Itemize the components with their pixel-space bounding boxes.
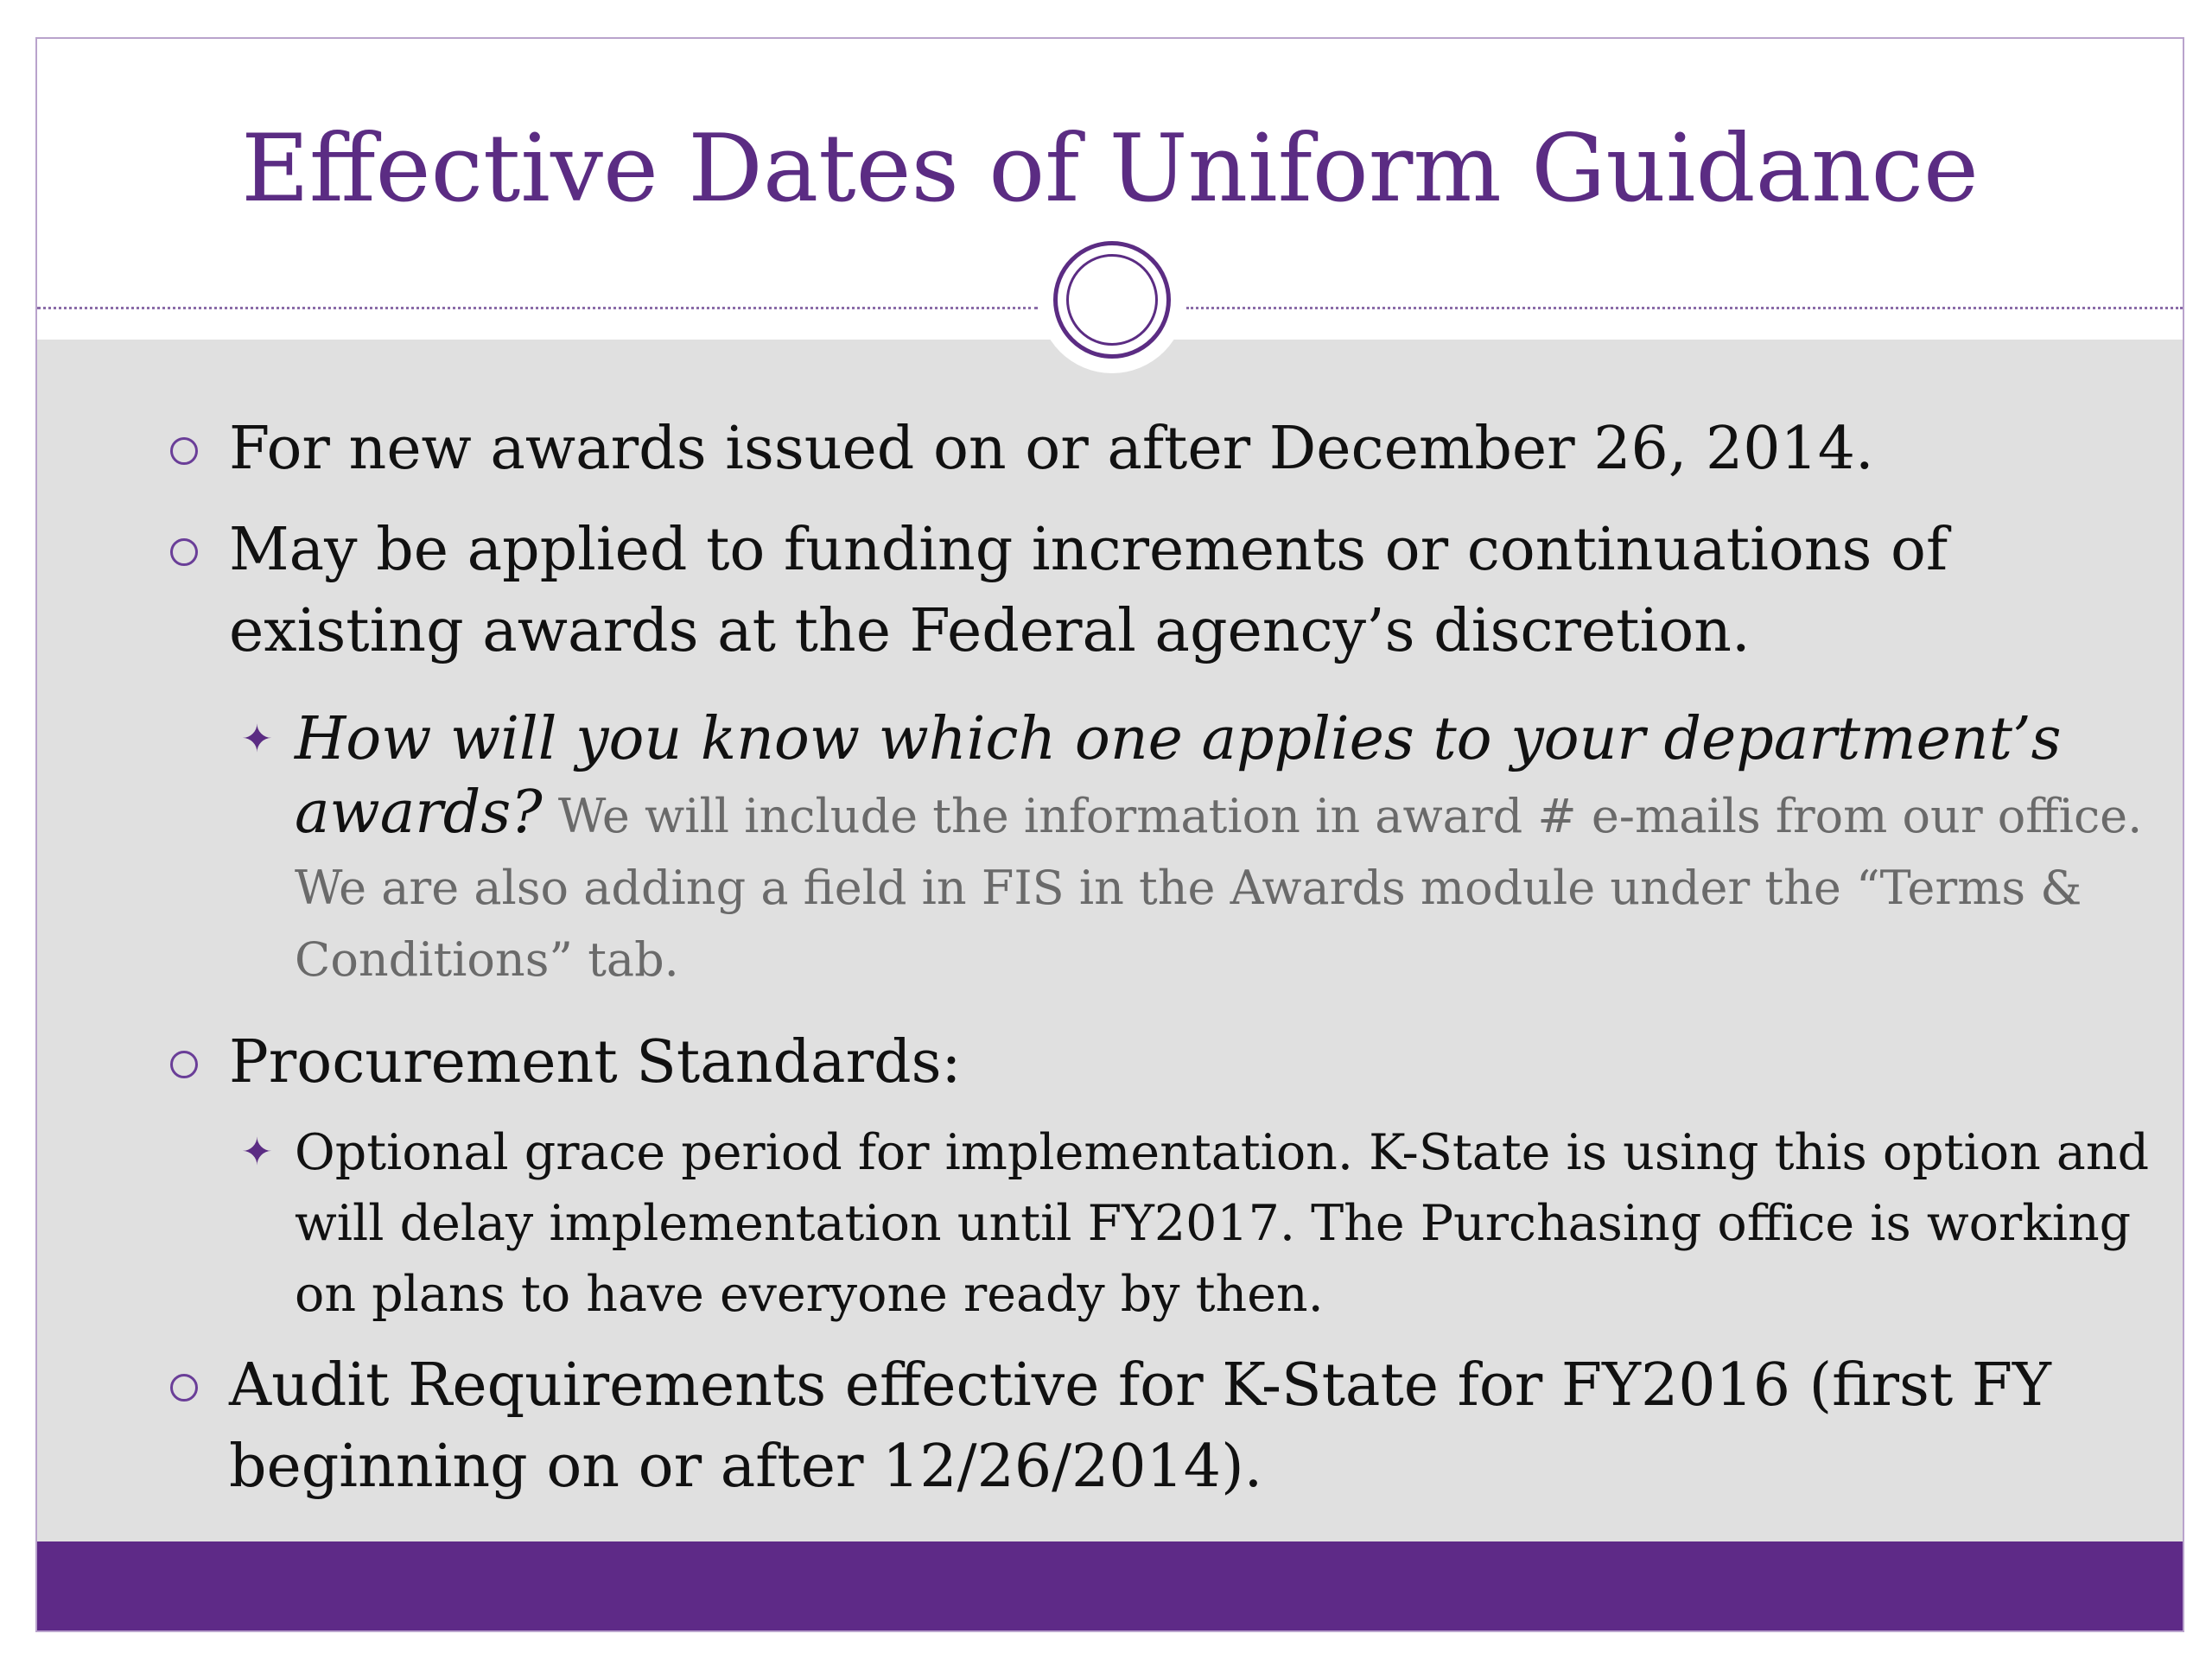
bullet-text: Optional grace period for implementation. K-State is using this option and will delay implementation until FY2017. The Purchasing office is working on plans to have everyone ready by then. bbox=[295, 1124, 2150, 1323]
bullet-item-procurement-standards bbox=[229, 1022, 2130, 1103]
slide-title: Effective Dates of Uniform Guidance bbox=[241, 115, 1979, 223]
hollow-circle-icon bbox=[170, 538, 198, 566]
bullet-text: Audit Requirements effective for K-State for FY2016 (first FY beginning on or after 12/26/2014). bbox=[229, 1351, 2051, 1501]
hollow-circle-icon bbox=[170, 437, 198, 465]
bullet-text: For new awards issued on or after December 26, 2014. bbox=[229, 415, 1874, 483]
hollow-circle-icon bbox=[170, 1374, 198, 1402]
sub-bullet-grace-period bbox=[241, 1117, 2152, 1330]
star-bullet-icon: ✦ bbox=[241, 717, 273, 761]
bullet-text: Procurement Standards: bbox=[229, 1028, 962, 1096]
bullet-text: May be applied to funding increments or continuations of existing awards at the Federal agency’s discretion. bbox=[229, 516, 1948, 665]
answer-text: We will include the information in award # e-mails from our office. We are also adding a field in FIS in the Awards module under the “Terms & Conditions” tab. bbox=[295, 789, 2143, 987]
sub-bullet-how-will-you-know bbox=[241, 704, 2152, 995]
bullet-item-funding-increments bbox=[229, 510, 2130, 672]
hollow-circle-icon bbox=[170, 1051, 198, 1078]
bullet-list bbox=[37, 39, 2183, 1630]
question-text: How will you know which one applies to your department’s awards? bbox=[295, 705, 2062, 847]
bullet-item-audit-requirements bbox=[229, 1345, 2130, 1508]
footer-accent-bar bbox=[37, 1541, 2183, 1630]
slide bbox=[35, 37, 2184, 1632]
bullet-item-new-awards bbox=[229, 409, 2130, 490]
star-bullet-icon: ✦ bbox=[241, 1130, 273, 1174]
